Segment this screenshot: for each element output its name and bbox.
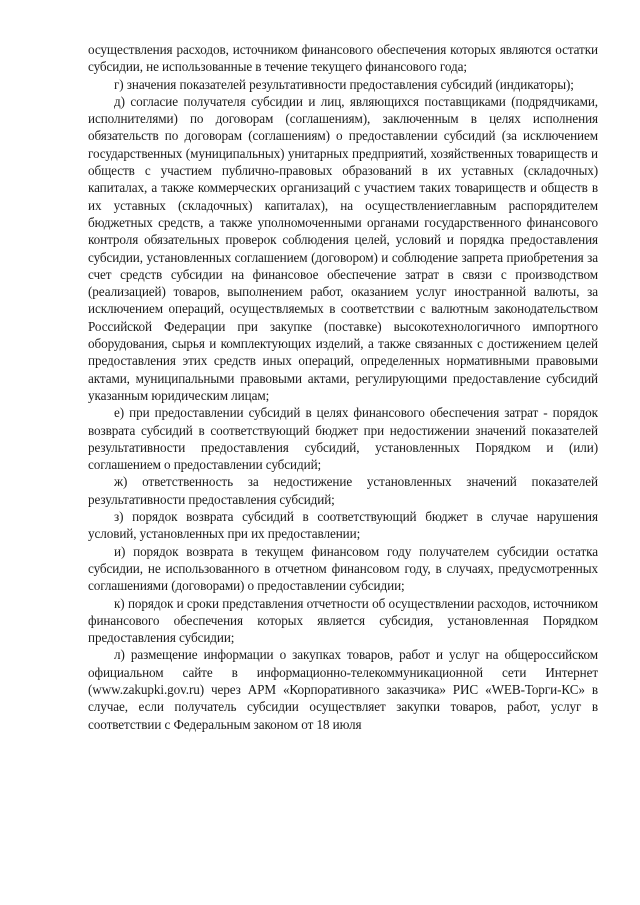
paragraph-d: д) согласие получателя субсидии и лиц, являющихся поставщиками (подрядчиками, исполнителями) по договорам (соглашениям), заключенным в целях исполнения обязательств по договорам (соглашениям) о предоставлении субсидий (за исключением государственных (муниципальных) унитарных предприятий, хозяйственных товариществ и обществ с участием публично-правовых образований в их уставных (складочных) капиталах, а также коммерческих организаций с участием таких товариществ и обществ в их уставных (складочных) капиталах), на осуществлениеглавным распорядителем бюджетных средств, а также уполномоченными органами государственного финансового контроля обязательных проверок соблюдения целей, условий и порядка предоставления субсидии, установленных соглашением (договором) и соблюдение запрета приобретения за счет средств субсидии на финансовое обеспечение затрат в связи с производством (реализацией) товаров, выполнением работ, оказанием услуг иностранной валюты, за исключением операций, осуществляемых в соответствии с валютным законодательством Российской Федерации при закупке (поставке) высокотехнологичного импортного оборудования, сырья и комплектующих изделий, а также связанных с достижением целей предоставления этих средств иных операций, определенных нормативными правовыми актами, муниципальными правовыми актами, регулирующими предоставление субсидий указанным юридическим лицам; bbox=[88, 93, 598, 403]
document-page bbox=[88, 41, 598, 733]
paragraph-g: г) значения показателей результативности предоставления субсидий (индикаторы); bbox=[114, 76, 574, 92]
paragraph-continuation: осуществления расходов, источником финансового обеспечения которых являются остатки субсидии, не использованные в течение текущего финансового года; bbox=[88, 42, 598, 75]
paragraph-e: е) при предоставлении субсидий в целях финансового обеспечения затрат - порядок возврата субсидий в соответствующий бюджет при недостижении значений показателей результативности предоставления субсидий, установленных Порядком и (или) соглашением о предоставлении субсидий; bbox=[88, 405, 598, 473]
paragraph-z: з) порядок возврата субсидий в соответствующий бюджет в случае нарушения условий, установленных при их предоставлении; bbox=[88, 509, 598, 542]
paragraph-l: л) размещение информации о закупках товаров, работ и услуг на общероссийском официальном сайте в информационно-телекоммуникационной сети Интернет (www.zakupki.gov.ru) через АРМ «Корпоративного заказчика» РИС «WEB-Торги-КС» в случае, если получатель субсидии осуществляет закупки товаров, работ, услуг в соответствии с Федеральным законом от 18 июля bbox=[88, 647, 598, 732]
paragraph-k: к) порядок и сроки представления отчетности об осуществлении расходов, источником финансового обеспечения которых является субсидия, установленная Порядком предоставления субсидии; bbox=[88, 595, 598, 646]
paragraph-zh: ж) ответственность за недостижение установленных значений показателей результативности предоставления субсидий; bbox=[88, 474, 598, 507]
paragraph-i: и) порядок возврата в текущем финансовом году получателем субсидии остатка субсидии, не использованного в отчетном финансовом году, в случаях, предусмотренных соглашениями (договорами) о предоставлении субсидии; bbox=[88, 543, 598, 594]
